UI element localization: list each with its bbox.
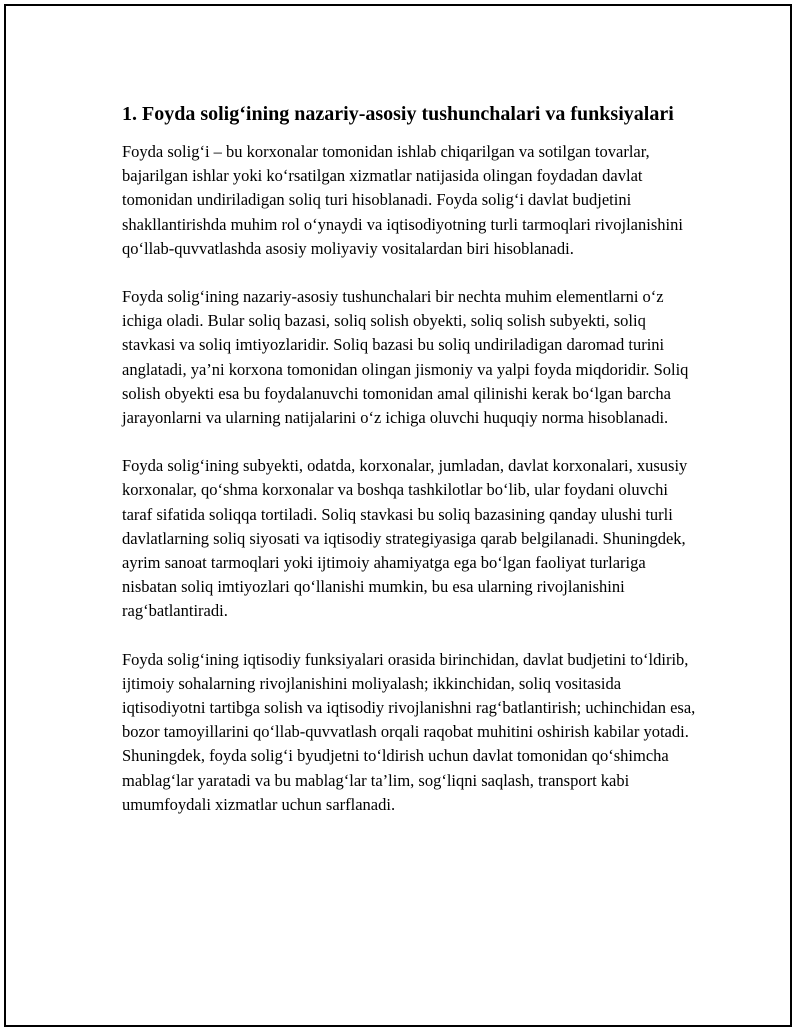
- section-heading: 1. Foyda solig‘ining nazariy-asosiy tushunchalari va funksiyalari: [122, 103, 674, 125]
- paragraph-tax-subject: Foyda solig‘ining subyekti, odatda, korxonalar, jumladan, davlat korxonalari, xususiy korxonalar, qo‘shma korxonalar va boshqa tashkilotlar bo‘lib, ular foydani oluvchi taraf sifatida soliqqa tortiladi. Soliq stavkasi bu soliq bazasining qanday ulushi turli davlatlarning soliq siyosati va iqtisodiy strategiyasiga qarab belgilanadi. Shuningdek, ayrim sanoat tarmoqlari yoki ijtimoiy ahamiyatga ega bo‘lgan faoliyat turlariga nisbatan soliq imtiyozlari qo‘llanishi mumkin, bu esa ularning rivojlanishini rag‘batlantiradi.: [122, 456, 688, 621]
- document-page: [4, 4, 792, 1027]
- document-content: [122, 100, 702, 841]
- paragraph-definition: Foyda solig‘i – bu korxonalar tomonidan ishlab chiqarilgan va sotilgan tovarlar, bajarilgan ishlar yoki ko‘rsatilgan xizmatlar natijasida olingan foydadan davlat tomonidan undiriladigan soliq turi hisoblanadi. Foyda solig‘i davlat budjetini shakllantirishda muhim rol o‘ynaydi va iqtisodiyotning turli tarmoqlari rivojlanishini qo‘llab-quvvatlashda asosiy moliyaviy vositalardan biri hisoblanadi.: [122, 142, 683, 258]
- paragraph-theoretical-concepts: Foyda solig‘ining nazariy-asosiy tushunchalari bir nechta muhim elementlarni o‘z ichiga oladi. Bular soliq bazasi, soliq solish obyekti, soliq solish subyekti, soliq stavkasi va soliq imtiyozlaridir. Soliq bazasi bu soliq undiriladigan daromad turini anglatadi, ya’ni korxona tomonidan olingan jismoniy va yalpi foyda miqdoridir. Soliq solish obyekti esa bu foydalanuvchi tomonidan amal qilinishi kerak bo‘lgan barcha jarayonlarni va ularning natijalarini o‘z ichiga oluvchi huquqiy norma hisoblanadi.: [122, 287, 689, 428]
- paragraph-economic-functions: Foyda solig‘ining iqtisodiy funksiyalari orasida birinchidan, davlat budjetini to‘ldirib, ijtimoiy sohalarning rivojlanishini moliyalash; ikkinchidan, soliq vositasida iqtisodiyotni tartibga solish va iqtisodiy rivojlanishni rag‘batlantirish; uchinchidan esa, bozor tamoyillarini qo‘llab-quvvatlash orqali raqobat muhitini oshirish kabilar yotadi. Shuningdek, foyda solig‘i byudjetni to‘ldirish uchun davlat tomonidan qo‘shimcha mablag‘lar yaratadi va bu mablag‘lar ta’lim, sog‘liqni saqlash, transport kabi umumfoydali xizmatlar uchun sarflanadi.: [122, 649, 696, 814]
